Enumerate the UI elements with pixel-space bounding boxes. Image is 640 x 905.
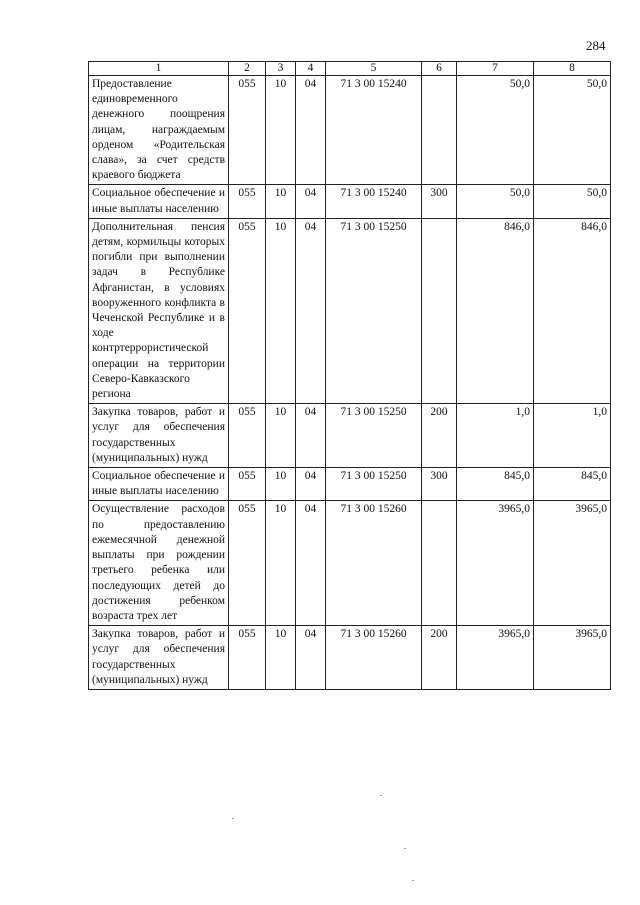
amount-cell: 845,0 xyxy=(534,468,611,501)
expense-type-cell: 200 xyxy=(422,626,457,690)
column-header: 5 xyxy=(326,62,422,76)
budget-table xyxy=(88,61,611,690)
row-name-cell: Закупка товаров, работ и услуг для обеспечения государственных (муниципальных) нужд xyxy=(89,626,229,690)
scan-speck xyxy=(232,818,234,819)
row-name-cell: Предоставление единовременного денежного поощрения лицам, награждаемым орденом «Родительская слава», за счет средств краевого бюджета xyxy=(89,76,229,185)
row-name-cell: Осуществление расходов по предоставлению ежемесячной денежной выплаты при рождении третьего ребенка или последующих детей до достижения ребенком возраста трех лет xyxy=(89,501,229,626)
subsection-code-cell: 04 xyxy=(296,626,326,690)
table-row xyxy=(89,404,611,468)
department-code-cell: 055 xyxy=(229,185,266,218)
target-article-cell: 71 3 00 15250 xyxy=(326,468,422,501)
amount-cell: 50,0 xyxy=(457,185,534,218)
amount-cell: 3965,0 xyxy=(457,501,534,626)
expense-type-cell xyxy=(422,218,457,403)
header-row xyxy=(89,62,611,76)
table-row xyxy=(89,501,611,626)
subsection-code-cell: 04 xyxy=(296,76,326,185)
table-row xyxy=(89,218,611,403)
column-header: 3 xyxy=(266,62,296,76)
target-article-cell: 71 3 00 15240 xyxy=(326,185,422,218)
scan-speck xyxy=(380,795,382,796)
row-name-cell: Дополнительная пенсия детям, кормильцы которых погибли при выполнении задач в Республике Афганистан, в условиях вооруженного конфликта в Чеченской Республике и в ходе контртеррористической операции на территории Северо-Кавказского региона xyxy=(89,218,229,403)
department-code-cell: 055 xyxy=(229,218,266,403)
section-code-cell: 10 xyxy=(266,468,296,501)
expense-type-cell xyxy=(422,501,457,626)
expense-type-cell: 300 xyxy=(422,468,457,501)
column-header: 6 xyxy=(422,62,457,76)
subsection-code-cell: 04 xyxy=(296,218,326,403)
department-code-cell: 055 xyxy=(229,626,266,690)
target-article-cell: 71 3 00 15260 xyxy=(326,626,422,690)
column-header: 8 xyxy=(534,62,611,76)
table-row xyxy=(89,76,611,185)
subsection-code-cell: 04 xyxy=(296,404,326,468)
amount-cell: 3965,0 xyxy=(534,501,611,626)
section-code-cell: 10 xyxy=(266,218,296,403)
scan-speck xyxy=(412,880,414,881)
expense-type-cell: 300 xyxy=(422,185,457,218)
target-article-cell: 71 3 00 15260 xyxy=(326,501,422,626)
amount-cell: 1,0 xyxy=(457,404,534,468)
amount-cell: 50,0 xyxy=(534,185,611,218)
amount-cell: 846,0 xyxy=(457,218,534,403)
target-article-cell: 71 3 00 15250 xyxy=(326,404,422,468)
section-code-cell: 10 xyxy=(266,626,296,690)
amount-cell: 1,0 xyxy=(534,404,611,468)
amount-cell: 3965,0 xyxy=(457,626,534,690)
table-row xyxy=(89,468,611,501)
department-code-cell: 055 xyxy=(229,501,266,626)
department-code-cell: 055 xyxy=(229,404,266,468)
expense-type-cell: 200 xyxy=(422,404,457,468)
row-name-cell: Социальное обеспечение и иные выплаты населению xyxy=(89,185,229,218)
column-header: 4 xyxy=(296,62,326,76)
department-code-cell: 055 xyxy=(229,468,266,501)
page-number: 284 xyxy=(586,38,606,53)
section-code-cell: 10 xyxy=(266,404,296,468)
amount-cell: 846,0 xyxy=(534,218,611,403)
section-code-cell: 10 xyxy=(266,76,296,185)
row-name-cell: Социальное обеспечение и иные выплаты населению xyxy=(89,468,229,501)
target-article-cell: 71 3 00 15240 xyxy=(326,76,422,185)
subsection-code-cell: 04 xyxy=(296,185,326,218)
scan-speck xyxy=(404,848,406,849)
table-row xyxy=(89,185,611,218)
subsection-code-cell: 04 xyxy=(296,468,326,501)
expense-type-cell xyxy=(422,76,457,185)
target-article-cell: 71 3 00 15250 xyxy=(326,218,422,403)
table-row xyxy=(89,626,611,690)
amount-cell: 50,0 xyxy=(457,76,534,185)
section-code-cell: 10 xyxy=(266,185,296,218)
section-code-cell: 10 xyxy=(266,501,296,626)
amount-cell: 3965,0 xyxy=(534,626,611,690)
column-header: 7 xyxy=(457,62,534,76)
department-code-cell: 055 xyxy=(229,76,266,185)
column-header: 1 xyxy=(89,62,229,76)
subsection-code-cell: 04 xyxy=(296,501,326,626)
amount-cell: 50,0 xyxy=(534,76,611,185)
row-name-cell: Закупка товаров, работ и услуг для обеспечения государственных (муниципальных) нужд xyxy=(89,404,229,468)
column-header: 2 xyxy=(229,62,266,76)
amount-cell: 845,0 xyxy=(457,468,534,501)
